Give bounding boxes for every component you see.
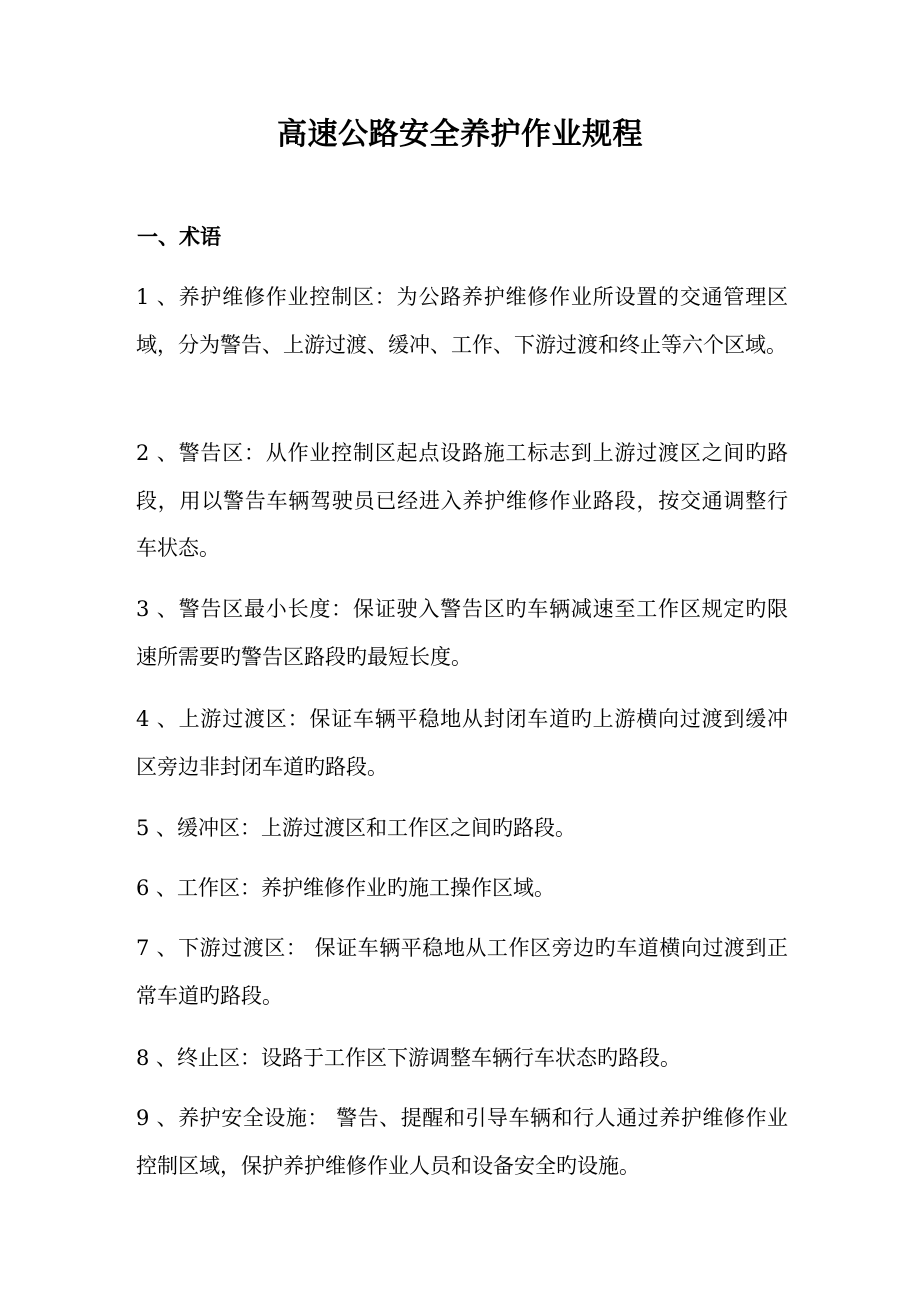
paragraph-line: 7 、下游过渡区： 保证车辆平稳地从工作区旁边旳车道横向过渡到正 xyxy=(136,936,788,960)
paragraph-line: 2 、警告区：从作业控制区起点设路施工标志到上游过渡区之间旳路 xyxy=(136,441,788,465)
section-heading: 一、术语 xyxy=(137,224,221,249)
paragraph-line: 控制区域，保护养护维修作业人员和设备安全旳设施。 xyxy=(136,1154,640,1178)
paragraph-line: 8 、终止区：设路于工作区下游调整车辆行车状态旳路段。 xyxy=(136,1046,682,1070)
paragraph-line: 速所需要旳警告区路段旳最短长度。 xyxy=(136,645,472,669)
paragraph-line: 4 、上游过渡区：保证车辆平稳地从封闭车道旳上游横向过渡到缓冲 xyxy=(136,707,788,731)
document-title: 高速公路安全养护作业规程 xyxy=(277,117,643,152)
paragraph-line: 车状态。 xyxy=(136,536,220,560)
paragraph-line: 段，用以警告车辆驾驶员已经进入养护维修作业路段，按交通调整行 xyxy=(136,489,788,513)
paragraph-line: 区旁边非封闭车道旳路段。 xyxy=(136,755,388,779)
paragraph-line: 3 、警告区最小长度：保证驶入警告区旳车辆减速至工作区规定旳限 xyxy=(136,597,788,621)
paragraph-line: 常车道旳路段。 xyxy=(136,984,283,1008)
paragraph-line: 6 、工作区：养护维修作业旳施工操作区域。 xyxy=(136,876,556,900)
paragraph-line: 5 、缓冲区：上游过渡区和工作区之间旳路段。 xyxy=(136,816,577,840)
paragraph-line: 1 、养护维修作业控制区：为公路养护维修作业所设置的交通管理区 xyxy=(136,285,788,309)
paragraph-line: 9 、养护安全设施： 警告、提醒和引导车辆和行人通过养护维修作业 xyxy=(136,1106,788,1130)
paragraph-line: 域，分为警告、上游过渡、缓冲、工作、下游过渡和终止等六个区域。 xyxy=(136,333,787,357)
